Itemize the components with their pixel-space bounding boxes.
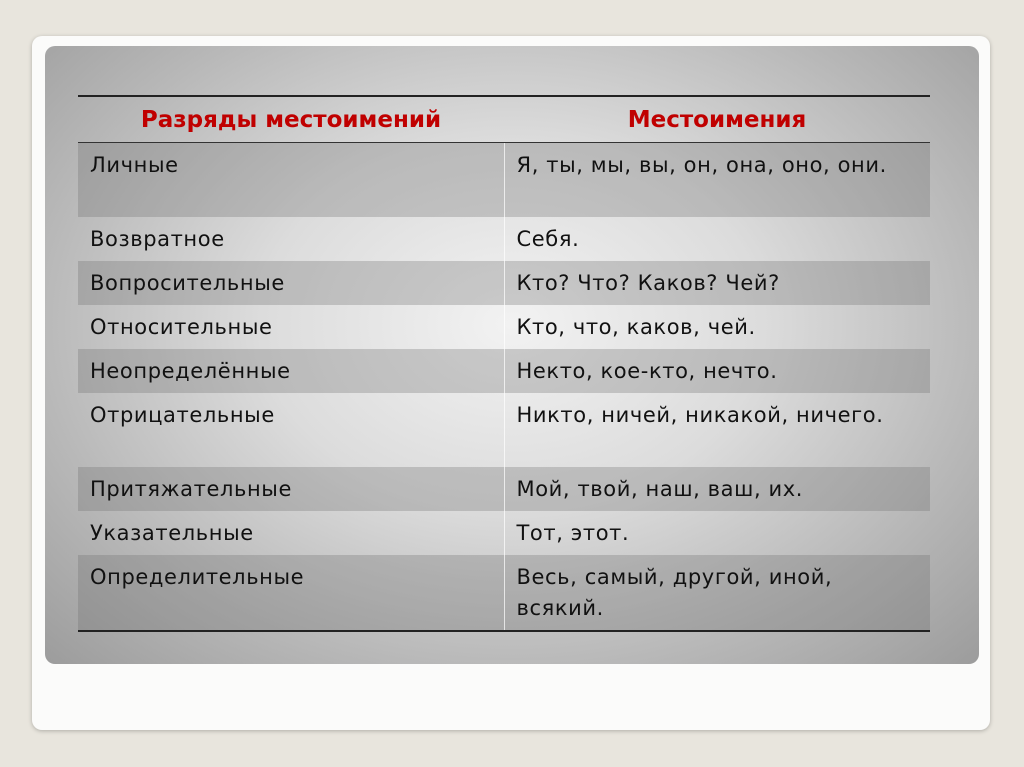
category-cell: Притяжательные (78, 467, 504, 511)
category-cell: Относительные (90, 315, 273, 339)
table-row (78, 261, 930, 305)
pronouns-cell: Кто, что, каков, чей. (504, 305, 930, 349)
table-row (78, 217, 930, 261)
pronouns-cell: Тот, этот. (504, 511, 930, 555)
pronouns-cell: Весь, самый, другой, иной, всякий. (504, 555, 930, 631)
table-row (78, 305, 930, 349)
category-cell: Возвратное (90, 227, 225, 251)
table-row (78, 555, 930, 631)
category-cell: Неопределённые (78, 349, 504, 393)
category-cell: Личные (78, 143, 504, 218)
pronoun-table (78, 95, 930, 632)
pronouns-cell: Некто, кое-кто, нечто. (504, 349, 930, 393)
table-row (78, 143, 930, 218)
table-row (78, 393, 930, 467)
table-row (78, 467, 930, 511)
header-pronouns: Местоимения (504, 96, 930, 143)
table-row (78, 349, 930, 393)
header-categories: Разряды местоимений (78, 96, 504, 143)
category-cell: Вопросительные (78, 261, 504, 305)
pronouns-cell: Себя. (504, 217, 930, 261)
category-cell: Указательные (90, 521, 254, 545)
pronouns-cell: Никто, ничей, никакой, ничего. (504, 393, 930, 467)
pronouns-cell: Мой, твой, наш, ваш, их. (504, 467, 930, 511)
table-header-row (78, 96, 930, 143)
pronouns-cell: Я, ты, мы, вы, он, она, оно, они. (504, 143, 930, 218)
table-row (78, 511, 930, 555)
category-cell: Определительные (78, 555, 504, 631)
category-cell: Отрицательные (90, 403, 275, 427)
pronouns-cell: Кто? Что? Каков? Чей? (504, 261, 930, 305)
